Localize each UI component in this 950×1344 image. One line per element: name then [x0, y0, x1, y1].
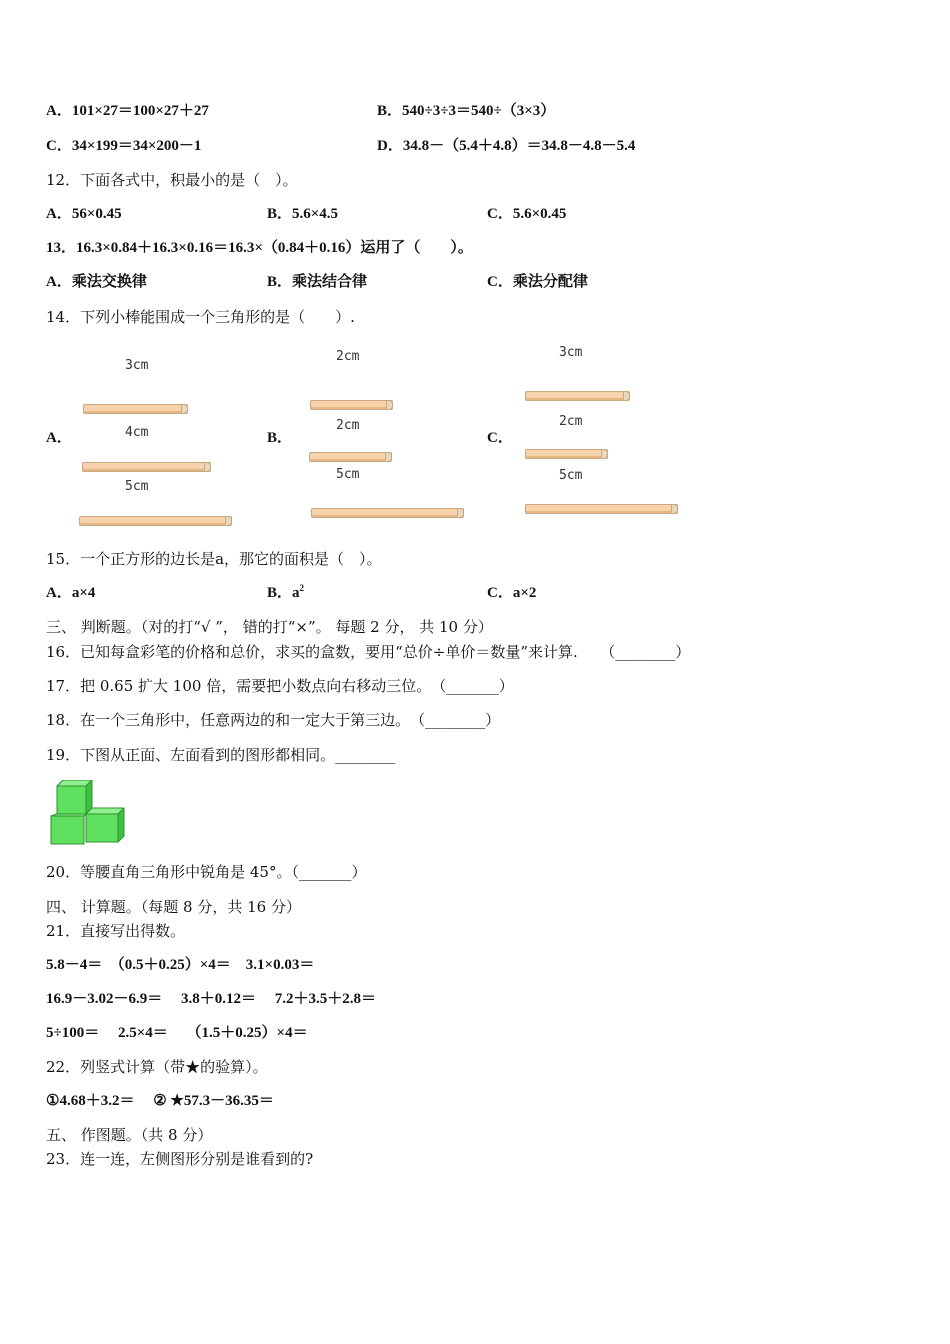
- stick: [525, 449, 608, 459]
- q14-option-a-label: A．: [46, 430, 72, 446]
- q18: 18．在一个三角形中，任意两边的和一定大于第三边。 （________）: [46, 711, 501, 729]
- q13-option-c: C．乘法分配律: [487, 274, 588, 290]
- stick-length-label: 2cm: [559, 414, 583, 429]
- stick: [525, 391, 630, 401]
- q14-option-c-label: C．: [487, 430, 513, 446]
- section-5-heading: 五、 作图题。（共 8 分）: [46, 1126, 213, 1144]
- q22-stem: 22．列竖式计算（带★的验算）。: [46, 1058, 268, 1076]
- stick: [82, 462, 211, 472]
- q13-option-b: B．乘法结合律: [267, 274, 368, 290]
- q20: 20．等腰直角三角形中锐角是 45°。（_______）: [46, 863, 367, 881]
- stick-length-label: 5cm: [336, 467, 360, 482]
- q15-option-b: [267, 583, 304, 603]
- stick-length-label: 5cm: [559, 468, 583, 483]
- q13-option-a: A．乘法交换律: [46, 274, 147, 290]
- stick-length-label: 4cm: [125, 425, 149, 440]
- cube-stack-figure: [48, 780, 126, 846]
- stick-length-label: 3cm: [125, 358, 149, 373]
- q21-row-1: 5.8－4＝ （0.5＋0.25）×4＝ 3.1×0.03＝: [46, 957, 315, 973]
- q14-option-b-label: B．: [267, 430, 293, 446]
- stick-length-label: 3cm: [559, 345, 583, 360]
- q23-stem: 23．连一连，左侧图形分别是谁看到的?: [46, 1150, 314, 1168]
- q17: 17．把 0.65 扩大 100 倍，需要把小数点向右移动三位。 （_______）: [46, 677, 514, 695]
- stick: [310, 400, 393, 410]
- stick: [311, 508, 464, 518]
- q15-option-a: A．a×4: [46, 585, 96, 601]
- q15-option-b-exponent: 2: [299, 583, 305, 593]
- q12-stem: 12．下面各式中，积最小的是（ ）。: [46, 171, 298, 189]
- q12-option-a: A．56×0.45: [46, 206, 122, 222]
- q12-option-c: C．5.6×0.45: [487, 206, 567, 222]
- q22-row: ①4.68＋3.2＝ ② ★57.3－36.35＝: [46, 1093, 274, 1109]
- q21-row-2: 16.9－3.02－6.9＝ 3.8＋0.12＝ 7.2＋3.5＋2.8＝: [46, 991, 377, 1007]
- q11-option-c: C．34×199＝34×200－1: [46, 138, 202, 154]
- q21-stem: 21．直接写出得数。: [46, 922, 186, 940]
- q16: 16．已知每盒彩笔的价格和总价，求买的盒数，要用“总价÷单价＝数量”来计算. （________）: [46, 643, 691, 661]
- stick: [525, 504, 678, 514]
- q11-option-a: A．101×27＝100×27＋27: [46, 103, 209, 119]
- section-4-heading: 四、 计算题。（每题 8 分，共 16 分）: [46, 898, 301, 916]
- q14-stem: 14．下列小棒能围成一个三角形的是（ ）.: [46, 308, 355, 326]
- q21-row-3: 5÷100＝ 2.5×4＝ （1.5＋0.25）×4＝: [46, 1025, 308, 1041]
- stick: [309, 452, 392, 462]
- q15-option-b-base: B．a: [267, 585, 300, 601]
- q11-option-b: B．540÷3÷3＝540÷（3×3）: [377, 103, 556, 119]
- q15-stem: 15．一个正方形的边长是a，那它的面积是（ ）。: [46, 550, 382, 568]
- stick-length-label: 2cm: [336, 418, 360, 433]
- q15-option-c: C．a×2: [487, 585, 537, 601]
- stick-length-label: 5cm: [125, 479, 149, 494]
- stick: [83, 404, 188, 414]
- q12-option-b: B．5.6×4.5: [267, 206, 339, 222]
- stick-length-label: 2cm: [336, 349, 360, 364]
- q11-option-d: D．34.8－（5.4＋4.8）＝34.8－4.8－5.4: [377, 138, 636, 154]
- q13-stem: 13．16.3×0.84＋16.3×0.16＝16.3×（0.84＋0.16）运用了（ ）。: [46, 240, 473, 256]
- section-3-heading: 三、 判断题。（对的打“√ ”， 错的打“×”。 每题 2 分， 共 10 分）: [46, 618, 493, 636]
- q19: 19．下图从正面、左面看到的图形都相同。________: [46, 746, 396, 764]
- stick: [79, 516, 232, 526]
